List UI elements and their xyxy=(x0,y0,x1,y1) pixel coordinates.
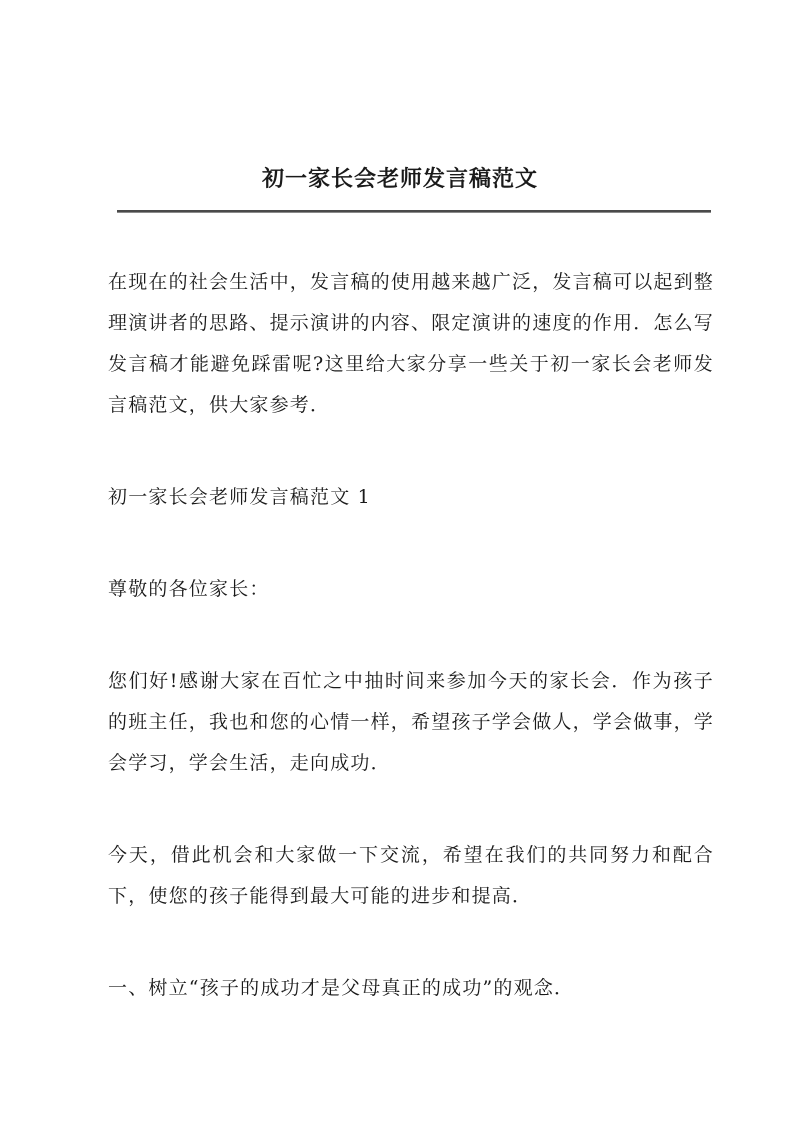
title-divider xyxy=(117,210,711,213)
intro-paragraph: 在现在的社会生活中，发言稿的使用越来越广泛，发言稿可以起到整理演讲者的思路、提示演讲的内容、限定演讲的速度的作用．怎么写发言稿才能避免踩雷呢?这里给大家分享一些关于初一家长会老师发言稿范文，供大家参考． xyxy=(108,271,715,416)
document-body xyxy=(108,262,714,1060)
section-heading: 初一家长会老师发言稿范文 1 xyxy=(108,486,371,508)
document-title: 初一家长会老师发言稿范文 xyxy=(261,166,538,192)
body-paragraph: 今天，借此机会和大家做一下交流，希望在我们的共同努力和配合下，使您的孩子能得到最大可能的进步和提高． xyxy=(108,844,714,907)
point-heading: 一、树立“孩子的成功才是父母真正的成功”的观念． xyxy=(108,977,575,999)
body-paragraph: 您们好!感谢大家在百忙之中抽时间来参加今天的家长会．作为孩子的班主任，我也和您的心情一样，希望孩子学会做人，学会做事，学会学习，学会生活，走向成功． xyxy=(108,670,715,774)
salutation: 尊敬的各位家长： xyxy=(108,578,270,600)
